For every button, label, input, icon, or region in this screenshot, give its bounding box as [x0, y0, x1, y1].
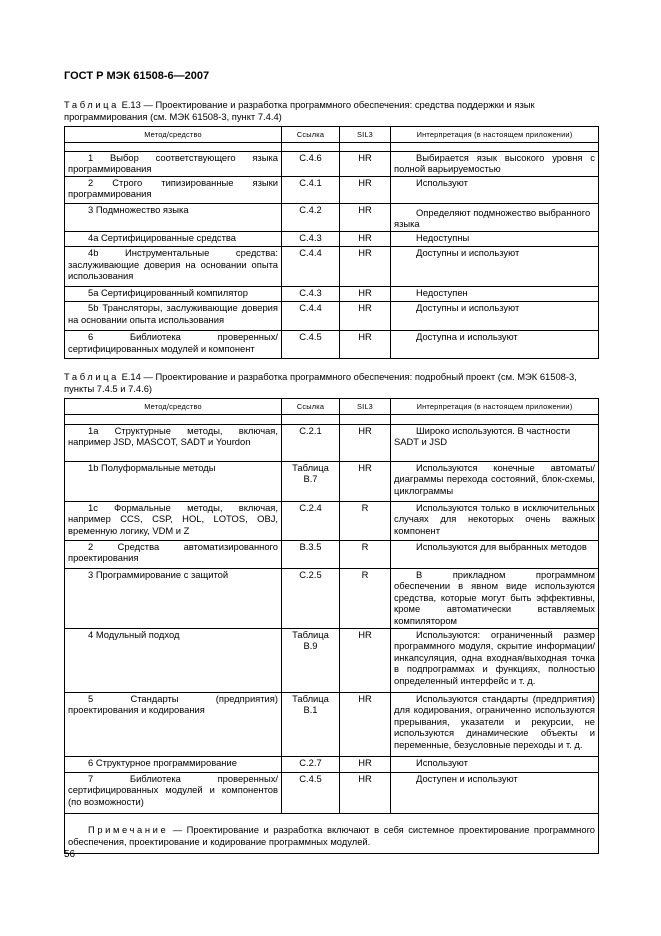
- header-interpretation: Интерпретация (в настоящем приложении): [391, 399, 599, 415]
- method-cell: 4а Сертифицированные средства: [65, 231, 282, 246]
- interpretation-cell: Выбирается язык высокого уровня с полной варьируемостью: [391, 151, 599, 176]
- reference-cell: С.4.1: [282, 176, 340, 203]
- method-cell: 4 Модульный подход: [65, 628, 282, 692]
- reference-cell: С.2.4: [282, 501, 340, 540]
- table-e14-spacer-row: [65, 414, 599, 424]
- header-method: Метод/средство: [65, 127, 282, 143]
- note-label: Примечание: [88, 823, 169, 835]
- interpretation-cell: Широко используются. В частности SADT и JSD: [391, 424, 599, 461]
- reference-cell: С.4.3: [282, 286, 340, 301]
- table-e13-spacer-row: [65, 142, 599, 151]
- sil3-cell: HR: [340, 286, 391, 301]
- table-e14: [64, 398, 599, 854]
- header-interpretation: Интерпретация (в настоящем приложении): [391, 127, 599, 143]
- page-number: 56: [64, 849, 76, 860]
- table-row: [65, 301, 599, 330]
- reference-cell: С.4.6: [282, 151, 340, 176]
- document-title: ГОСТ Р МЭК 61508-6—2007: [64, 70, 210, 82]
- reference-cell: С.4.3: [282, 231, 340, 246]
- table-e13-header-row: [65, 127, 599, 143]
- reference-cell: С.4.5: [282, 330, 340, 358]
- method-cell: 4b Инструментальные средства: заслуживающие доверия на основании опыта использования: [65, 246, 282, 286]
- method-cell: 3 Программирование с защитой: [65, 568, 282, 628]
- sil3-cell: HR: [340, 151, 391, 176]
- interpretation-cell: Доступны и используют: [391, 246, 599, 286]
- method-cell: 1 Выбор соответствующего языка программирования: [65, 151, 282, 176]
- table-e14-caption: [64, 371, 598, 396]
- table-e13-caption-label: Таблица: [64, 99, 119, 110]
- table-row: [65, 568, 599, 628]
- sil3-cell: HR: [340, 246, 391, 286]
- table-e14-caption-text: Е.14 — Проектирование и разработка программного обеспечения: подробный проект (см. МЭК 61508-3, пункты 7.4.5 и 7.4.6): [64, 371, 577, 395]
- reference-cell: В.3.5: [282, 540, 340, 568]
- reference-cell: С.4.4: [282, 246, 340, 286]
- header-method: Метод/средство: [65, 399, 282, 415]
- method-cell: 5b Трансляторы, заслуживающие доверия на основании опыта использования: [65, 301, 282, 330]
- method-cell: 2 Строго типизированные языки программирования: [65, 176, 282, 203]
- table-row: [65, 286, 599, 301]
- interpretation-cell: Доступны и используют: [391, 301, 599, 330]
- interpretation-cell: Используются конечные автоматы/диаграммы перехода состояний, блок-схемы, циклограммы: [391, 461, 599, 501]
- sil3-cell: HR: [340, 301, 391, 330]
- table-e13: [64, 126, 599, 359]
- sil3-cell: R: [340, 540, 391, 568]
- table-row: [65, 424, 599, 461]
- table-row: [65, 501, 599, 540]
- method-cell: 1а Структурные методы, включая, например JSD, MASCOT, SADT и Yourdon: [65, 424, 282, 461]
- method-cell: 5а Сертифицированный компилятор: [65, 286, 282, 301]
- sil3-cell: HR: [340, 772, 391, 813]
- method-cell: 5 Стандарты (предприятия) проектирования и кодирования: [65, 692, 282, 756]
- reference-cell: С.2.1: [282, 424, 340, 461]
- table-row: [65, 203, 599, 231]
- table-row: [65, 461, 599, 501]
- header-reference: Ссылка: [282, 399, 340, 415]
- reference-cell: Таблица В.7: [282, 461, 340, 501]
- interpretation-cell: Используются только в исключительных случаях для некоторых очень важных компонент: [391, 501, 599, 540]
- method-cell: 3 Подмножество языка: [65, 203, 282, 231]
- sil3-cell: R: [340, 568, 391, 628]
- interpretation-cell: Определяют подмножество выбранного языка: [391, 203, 599, 231]
- reference-cell: Таблица В.1: [282, 692, 340, 756]
- reference-cell: С.2.7: [282, 756, 340, 772]
- method-cell: 7 Библиотека проверенных/сертифицированных модулей и компонентов (по возможности): [65, 772, 282, 813]
- reference-cell: С.4.4: [282, 301, 340, 330]
- interpretation-cell: Используются: ограниченный размер программного модуля, скрытие информации/инкапсуляция, одна входная/выходная точка в подпрограммах и функциях, полностью определенный интерфейс и т. д.: [391, 628, 599, 692]
- method-cell: 1b Полуформальные методы: [65, 461, 282, 501]
- reference-cell: С.4.2: [282, 203, 340, 231]
- sil3-cell: HR: [340, 692, 391, 756]
- table-row: [65, 176, 599, 203]
- table-row: [65, 151, 599, 176]
- sil3-cell: HR: [340, 176, 391, 203]
- interpretation-cell: Используются для выбранных методов: [391, 540, 599, 568]
- sil3-cell: R: [340, 501, 391, 540]
- method-cell: 6 Библиотека проверенных/сертифицированных модулей и компонент: [65, 330, 282, 358]
- table-row: [65, 756, 599, 772]
- method-cell: 6 Структурное программирование: [65, 756, 282, 772]
- header-sil3: SIL3: [340, 399, 391, 415]
- interpretation-cell: Используются стандарты (предприятия) для кодирования, ограниченно используются прерывания, указатели и рекурсии, не используются динамические объекты и переменные, безусловные переходы и т. д.: [391, 692, 599, 756]
- reference-cell: Таблица В.9: [282, 628, 340, 692]
- table-e14-note-row: [65, 813, 599, 853]
- table-row: [65, 231, 599, 246]
- header-sil3: SIL3: [340, 127, 391, 143]
- table-row: [65, 330, 599, 358]
- table-row: [65, 246, 599, 286]
- interpretation-cell: Доступен и используют: [391, 772, 599, 813]
- method-cell: 2 Средства автоматизированного проектирования: [65, 540, 282, 568]
- table-e13-caption: [64, 99, 598, 124]
- interpretation-cell: Недоступны: [391, 231, 599, 246]
- table-e14-header-row: [65, 399, 599, 415]
- sil3-cell: HR: [340, 203, 391, 231]
- sil3-cell: HR: [340, 424, 391, 461]
- sil3-cell: HR: [340, 231, 391, 246]
- interpretation-cell: В прикладном программном обеспечении в явном виде используются средства, которые могут быть эффективны, кроме автоматически вставляемых компилятором: [391, 568, 599, 628]
- table-e13-caption-text: Е.13 — Проектирование и разработка программного обеспечения: средства поддержки и язык программирования (см. МЭК 61508-3, пункт 7.4.4): [64, 99, 535, 123]
- table-e14-caption-label: Таблица: [64, 371, 119, 382]
- header-reference: Ссылка: [282, 127, 340, 143]
- method-cell: 1с Формальные методы, включая, например CCS, CSP, HOL, LOTOS, OBJ, временную логику, VDM и Z: [65, 501, 282, 540]
- interpretation-cell: Используют: [391, 176, 599, 203]
- interpretation-cell: Используют: [391, 756, 599, 772]
- table-e14-note: [65, 813, 599, 853]
- table-row: [65, 772, 599, 813]
- sil3-cell: HR: [340, 756, 391, 772]
- reference-cell: С.2.5: [282, 568, 340, 628]
- note-text: — Проектирование и разработка включают в себя системное проектирование программного обеспечения, проектирование и кодирование программных модулей.: [68, 823, 595, 847]
- sil3-cell: HR: [340, 461, 391, 501]
- table-row: [65, 692, 599, 756]
- table-row: [65, 540, 599, 568]
- sil3-cell: HR: [340, 628, 391, 692]
- interpretation-cell: Недоступен: [391, 286, 599, 301]
- sil3-cell: HR: [340, 330, 391, 358]
- interpretation-cell: Доступна и используют: [391, 330, 599, 358]
- reference-cell: С.4.5: [282, 772, 340, 813]
- table-row: [65, 628, 599, 692]
